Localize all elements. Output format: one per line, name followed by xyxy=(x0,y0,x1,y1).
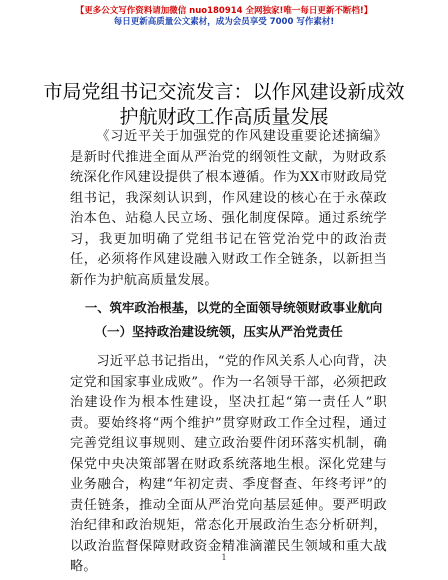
document-title: 市局党组书记交流发言：以作风建设新成效护航财政工作高质量发展 xyxy=(43,81,405,128)
section-heading: 一、筑牢政治根基，以党的全面领导统领财政事业航向 xyxy=(84,300,383,315)
intro-paragraph: 《习近平关于加强党的作风建设重要论述摘编》是新时代推进全面从严治党的纲领性文献，为财政系统深化作风建设提供了根本遵循。作为XX市财政局党组书记，我深刻认识到，作风建设的核心在于永葆政治本色、站稳人民立场、强化制度保障。通过系统学习，我更加明确了党组书记在管党治党中的政治责任，必须将作风建设融入财政工作全链条，以新担当新作为护航高质量发展。 xyxy=(70,129,387,288)
subsection-heading: （一）坚持政治建设统领，压实从严治党责任 xyxy=(94,324,343,339)
page-number: 1 xyxy=(221,553,227,562)
body-paragraph: 习近平总书记指出，“党的作风关系人心向背，决定党和国家事业成败”。作为一名领导干部，必须把政治建设作为根本性建设，坚决扛起“第一责任人”职责。要始终将“两个维护”贯穿财政工作全过程，通过完善党组议事规则、建立政治要件闭环落实机制，确保党中央决策部署在财政系统落地生根。深化党建与业务融合，构建“年初定责、季度督查、年终考评”的责任链条，推动全面从严治党向基层延伸。要严明政治纪律和政治规矩，常态化开展政治生态分析研判，以政治监督保障财政资金精准滴灌民生领域和重大战略。 xyxy=(70,354,387,574)
header-banner xyxy=(0,6,448,28)
banner-member-line: 每日更新高质量公文素材，成为会员享受 7000 写作素材! xyxy=(113,17,335,27)
banner-promo-line: 【更多公文写作资料请加微信 nuo180914 全网独家!唯一每日更新不断档!】 xyxy=(75,6,373,16)
document-body xyxy=(70,127,387,578)
